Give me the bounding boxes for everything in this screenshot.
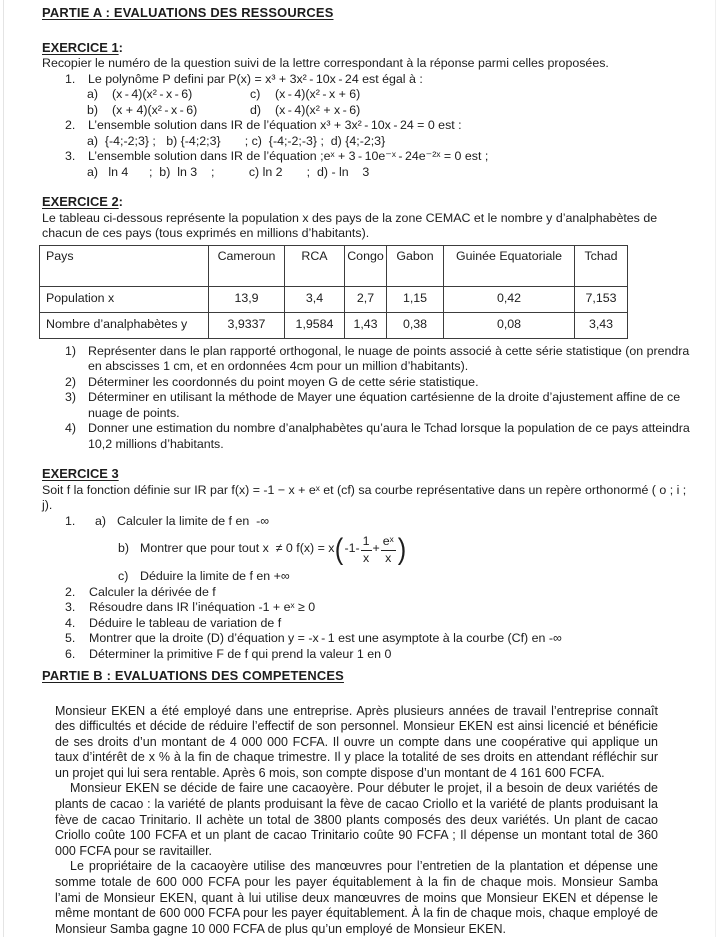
- option-letter: a): [87, 87, 99, 101]
- table-header-row: [40, 245, 628, 286]
- table-cell: 1,9584: [285, 312, 345, 338]
- item-text: Déterminer en utilisant la méthode de Mayer une équation cartésienne de la droite d’ajustement affine de ce nuage de points.: [88, 390, 681, 420]
- table-cell: 3,43: [575, 312, 628, 338]
- plus-sign: +: [372, 541, 380, 556]
- item-text: Calculer la dérivée de f: [89, 584, 216, 599]
- item-number: 6.: [65, 646, 76, 661]
- cemac-population-table: [39, 245, 628, 339]
- option-d: [250, 103, 690, 119]
- ex2-item-4: [42, 421, 690, 452]
- table-cell: 3,9337: [209, 312, 285, 338]
- exercise-1-colon: :: [118, 39, 123, 55]
- row-label: Population x: [40, 286, 209, 312]
- ex3-item-6: [42, 647, 690, 663]
- question-text: Déduire la limite de f en +∞: [140, 569, 290, 583]
- exercise-2-intro: Le tableau ci-dessous représente la population x des pays de la zone CEMAC et le nombre y d’analphabètes de chacun de ces pays (tous exprimés en millions d’habitants).: [42, 210, 658, 240]
- item-text: Déterminer les coordonnés du point moyen G de cette série statistique.: [88, 374, 479, 389]
- sub-letter: c): [118, 569, 129, 583]
- fraction-numerator: eˣ: [381, 535, 396, 550]
- question-number: 3.: [65, 149, 76, 163]
- ex1-q2-options: a) {-4;-2;3} ; b) {-4;2;3} ; c) {-4;-2;-3} ; d) {4;-2;3}: [87, 133, 386, 148]
- question-text: Le polynôme P defini par P(x) = x³ + 3x² - 10x - 24 est égal à :: [88, 71, 423, 86]
- item-text: Montrer que la droite (D) d’équation y = -x - 1 est une asymptote à la courbe (Cf) en -∞: [89, 631, 562, 645]
- exercise-2-heading: [42, 194, 690, 210]
- table-cell: 0,08: [444, 312, 575, 338]
- ex2-item-3: [42, 390, 690, 421]
- table-cell: 13,9: [209, 286, 285, 312]
- option-a: [87, 87, 250, 103]
- exercise-1-heading: [42, 40, 690, 56]
- item-number: 4): [65, 421, 77, 435]
- fraction-1-over-x: [361, 535, 372, 564]
- ex1-question-1: [42, 72, 690, 88]
- header-cameroun: Cameroun: [209, 245, 285, 286]
- option-text: (x - 4)(x² + x - 6): [275, 102, 361, 117]
- header-rca: RCA: [285, 245, 345, 286]
- formula-term: -1-: [344, 541, 360, 556]
- ex1-question-2: [42, 118, 690, 134]
- item-number: 5.: [65, 631, 76, 645]
- part-b-heading-text: PARTIE B : EVALUATIONS DES COMPETENCES: [42, 668, 344, 683]
- option-letter: c): [250, 87, 261, 101]
- question-number: 1.: [65, 71, 76, 86]
- ex1-q1-options: [87, 87, 690, 118]
- item-number: 1): [65, 343, 77, 358]
- ex2-item-1: [42, 344, 690, 375]
- close-paren: ): [397, 532, 406, 566]
- ex3-item-5: [42, 631, 690, 647]
- open-paren: (: [335, 532, 344, 566]
- question-number: 2.: [65, 118, 76, 132]
- table-cell: 2,7: [345, 286, 387, 312]
- ex3-item-4: [42, 616, 690, 632]
- item-number: 2): [65, 374, 77, 389]
- item-text: Représenter dans le plan rapporté orthogonal, le nuage de points associé à cette série statistique (on prendra en abscisses 1 cm, et en ordonnées 4cm pour un million d’habitants).: [88, 343, 690, 373]
- header-gabon: Gabon: [387, 245, 444, 286]
- table-cell: 0,42: [444, 286, 575, 312]
- ex3-item-2: [42, 585, 690, 601]
- fraction-ex-over-x: [381, 535, 396, 564]
- exercise-2: [42, 194, 690, 452]
- sub-letter: b): [118, 541, 130, 556]
- header-tchad: Tchad: [575, 245, 628, 286]
- option-letter: b): [87, 102, 99, 117]
- question-text: Calculer la limite de f en -∞: [117, 513, 270, 528]
- exercise-1-title: EXERCICE 1: [42, 39, 119, 55]
- option-text: (x - 4)(x² - x + 6): [275, 87, 361, 101]
- indent-spacer: [65, 569, 118, 585]
- item-text: Donner une estimation du nombre d’analphabètes qu’aura le Tchad lorsque la population de ce pays atteindra 10,2 millions d’habitants.: [88, 421, 690, 451]
- exercise-2-colon: :: [118, 194, 123, 209]
- item-number: 3.: [65, 600, 76, 614]
- item-text: Déduire le tableau de variation de f: [89, 615, 282, 630]
- table-cell: 1,43: [345, 312, 387, 338]
- table-cell: 3,4: [285, 286, 345, 312]
- part-b-body: [55, 704, 658, 937]
- part-a-heading-text: PARTIE A : EVALUATIONS DES RESSOURCES: [42, 5, 334, 20]
- ex3-q1c: [42, 569, 690, 585]
- item-number: 4.: [65, 615, 76, 630]
- exercise-3-heading: [42, 466, 690, 482]
- ex3-item-3: [42, 600, 690, 616]
- fraction-denominator: x: [362, 550, 370, 565]
- question-text: L’ensemble solution dans IR de l’équation ;eˣ + 3 - 10e⁻ˣ - 24e⁻²ˣ = 0 est ;: [88, 149, 489, 163]
- ex1-question-3: [42, 149, 690, 165]
- option-c: [250, 87, 690, 103]
- fraction-denominator: x: [385, 550, 392, 565]
- item-text: Résoudre dans IR l’inéquation -1 + eˣ ≥ 0: [89, 600, 316, 614]
- table-cell: 1,15: [387, 286, 444, 312]
- ex2-item-2: [42, 375, 690, 391]
- question-text: L’ensemble solution dans IR de l’équation x³ + 3x² - 10x - 24 = 0 est :: [88, 118, 462, 132]
- part-b-paragraph-3: Le propriétaire de la cacaoyère utilise des manœuvres pour l’entretien de la plantation et dépense une somme totale de 600 000 FCFA pour les payer équitablement à la fin de chaque mois. Monsieur Samba l’ami de Monsieur EKEN, quant à lui utilise deux manœuvres de moins que Monsieur EKEN et dépense le même montant de 600 000 FCFA pour les payer équitablement. À la fin de chaque mois, chaque employé de Monsieur Samba gagne 10 000 FCFA de plus qu’un employé de Monsieur EKEN.: [55, 859, 658, 936]
- sub-letter: a): [95, 513, 107, 528]
- fraction-numerator: 1: [361, 535, 372, 550]
- formula-prefix: Montrer que pour tout x ≠ 0 f(x) = x: [140, 541, 335, 556]
- option-text: (x + 4)(x² - x - 6): [112, 102, 198, 117]
- header-guinee-equatoriale: Guinée Equatoriale: [444, 245, 575, 286]
- option-b: [87, 103, 250, 119]
- part-a-heading: [42, 5, 690, 21]
- exercise-1: [42, 40, 690, 181]
- item-text: Déterminer la primitive F de f qui prend la valeur 1 en 0: [89, 646, 392, 661]
- row-label: Nombre d’analphabètes y: [40, 312, 209, 338]
- ex1-q3-options: a) ln 4 ; b) ln 3 ; c) ln 2 ; d) - ln 3: [87, 164, 370, 179]
- exercise-3-title: EXERCICE 3: [42, 466, 119, 481]
- part-b-heading: [42, 668, 690, 684]
- header-congo: Congo: [345, 245, 387, 286]
- header-pays: Pays: [40, 245, 209, 286]
- item-number: 2.: [65, 584, 76, 599]
- ex3-q1b: [42, 529, 690, 569]
- question-number: 1.: [65, 513, 76, 528]
- exercise-2-title: EXERCICE 2: [42, 194, 119, 209]
- ex3-q1a: [42, 514, 690, 530]
- option-letter: d): [250, 102, 262, 117]
- part-b-paragraph-1: Monsieur EKEN a été employé dans une entreprise. Après plusieurs années de travail l’entreprise connaît des difficultés et décide de réduire l’effectif de son personnel. Monsieur EKEN est ainsi licencié et bénéficie de ses droits d’un montant de 4 000 000 FCFA. Il ouvre un compte dans une coopérative qui applique un taux d’intérêt de x % à la fin de chaque trimestre. Il y place la totalité de ses droits en attendant réfléchir sur un projet qui lui sera rentable. Après 6 mois, son compte dispose d’un montant de 4 161 600 FCFA.: [55, 703, 658, 780]
- exercise-3: [42, 466, 690, 662]
- table-cell: 0,38: [387, 312, 444, 338]
- table-cell: 7,153: [575, 286, 628, 312]
- table-row-population: [40, 286, 628, 312]
- exercise-1-intro: Recopier le numéro de la question suivi de la lettre correspondant à la réponse parmi celles proposées.: [42, 56, 609, 70]
- exercise-3-intro: Soit f la fonction définie sur IR par f(x) = -1 − x + eˣ et (cf) sa courbe représentative dans un repère orthonormé ( o ; i ; j).: [42, 482, 687, 512]
- part-b-paragraph-2: Monsieur EKEN se décide de faire une cacaoyère. Pour débuter le projet, il a besoin de deux variétés de plants de cacao : la variété de plants produisant la fève de cacao Criollo et la variété de plants produisant la fève de cacao Trinitario. Il achète un total de 3800 plants composés des deux variétés. Un plant de cacao Criollo coûte 100 FCFA et un plant de cacao Trinitario coûte 90 FCFA ; Il dépense un montant total de 360 000 FCFA pour se ravitailler.: [55, 781, 658, 858]
- option-text: (x - 4)(x² - x - 6): [112, 87, 193, 101]
- item-number: 3): [65, 390, 77, 404]
- table-row-analphabetes: [40, 312, 628, 338]
